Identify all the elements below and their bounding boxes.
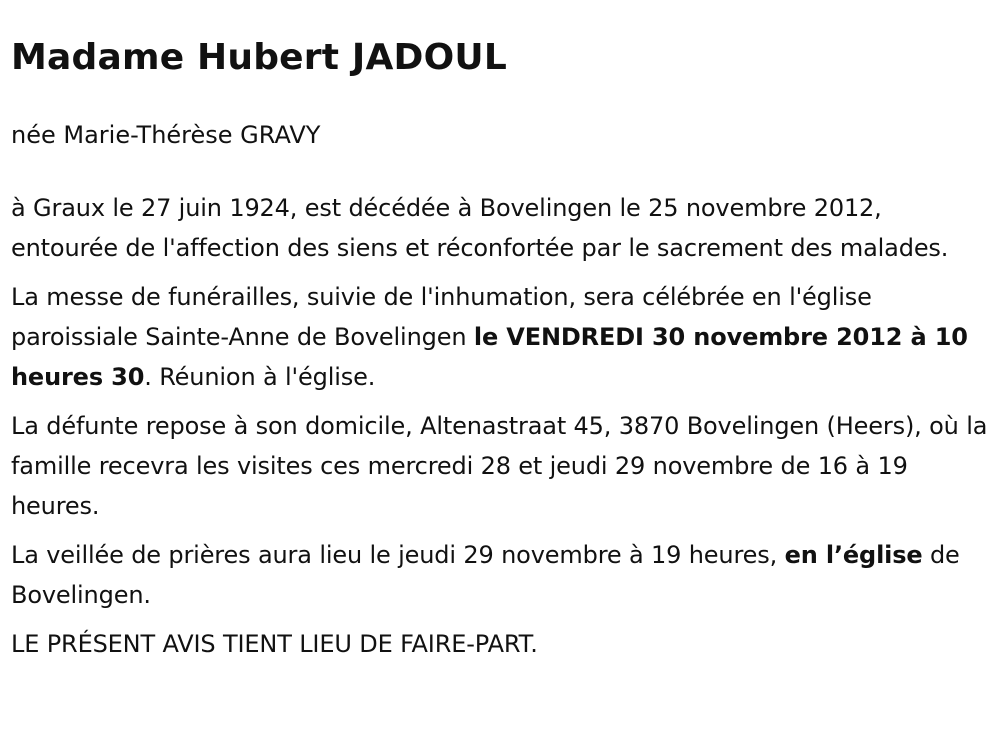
- funeral-paragraph: [11, 277, 989, 397]
- repose-paragraph: La défunte repose à son domicile, Altenastraat 45, 3870 Bovelingen (Heers), où la famille recevra les visites ces mercredi 28 et jeudi 29 novembre de 16 à 19 heures.: [11, 412, 988, 520]
- vigil-outro: de Bovelingen.: [11, 541, 960, 609]
- vigil-place: en l’église: [784, 541, 923, 569]
- birth-death-paragraph: à Graux le 27 juin 1924, est décédée à Bovelingen le 25 novembre 2012, entourée de l'affection des siens et réconfortée par le sacrement des malades.: [11, 194, 949, 262]
- notice-title: Madame Hubert JADOUL: [11, 37, 507, 78]
- funeral-date: le VENDREDI 30 novembre 2012 à 10 heures 30: [11, 323, 968, 391]
- maiden-name: née Marie-Thérèse GRAVY: [11, 121, 321, 149]
- closing-statement: LE PRÉSENT AVIS TIENT LIEU DE FAIRE-PART.: [11, 630, 538, 658]
- vigil-paragraph: [11, 535, 989, 615]
- funeral-intro: La messe de funérailles, suivie de l'inhumation, sera célébrée en l'église paroissiale Sainte-Anne de Bovelingen: [11, 283, 872, 351]
- vigil-intro: La veillée de prières aura lieu le jeudi 29 novembre à 19 heures,: [11, 541, 785, 569]
- funeral-outro: . Réunion à l'église.: [144, 363, 376, 391]
